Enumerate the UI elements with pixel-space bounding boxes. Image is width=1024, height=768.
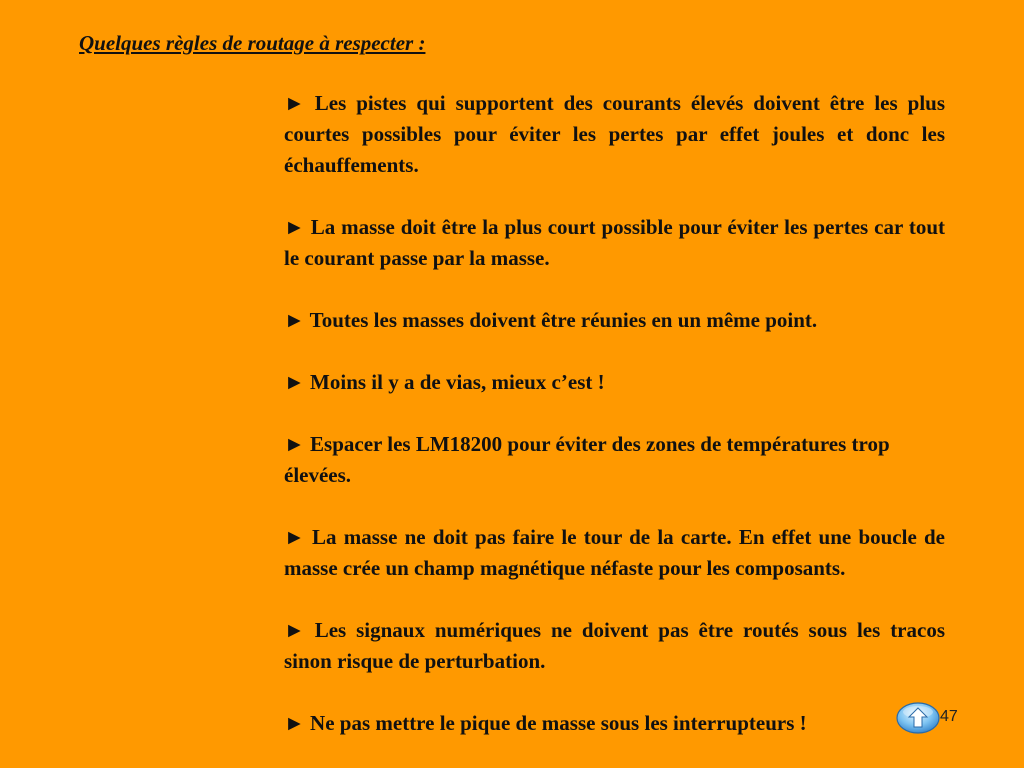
rule-text: Les pistes qui supportent des courants élevés doivent être les plus courtes possibles pour éviter les pertes par effet joules et donc les échauffements. bbox=[284, 91, 946, 177]
up-arrow-icon bbox=[896, 702, 940, 734]
rule-text: Moins il y a de vias, mieux c’est ! bbox=[310, 370, 605, 394]
rules-list bbox=[284, 88, 945, 739]
rule-item bbox=[284, 305, 945, 336]
back-to-top-button[interactable] bbox=[896, 702, 940, 734]
rule-text: La masse ne doit pas faire le tour de la carte. En effet une boucle de masse crée un champ magnétique néfaste pour les composants. bbox=[284, 525, 945, 580]
rule-text: Les signaux numériques ne doivent pas être routés sous les tracos sinon risque de perturbation. bbox=[284, 618, 945, 673]
rule-text: La masse doit être la plus court possible pour éviter les pertes car tout le courant passe par la masse. bbox=[284, 215, 946, 270]
bullet-marker: ► bbox=[284, 618, 305, 642]
rule-item bbox=[284, 212, 945, 274]
rule-item bbox=[284, 429, 945, 491]
rule-item bbox=[284, 615, 945, 677]
slide-title: Quelques règles de routage à respecter : bbox=[79, 31, 426, 55]
bullet-marker: ► bbox=[284, 525, 305, 549]
rule-item bbox=[284, 367, 945, 398]
bullet-marker: ► bbox=[284, 91, 305, 115]
bullet-marker: ► bbox=[284, 215, 305, 239]
page-number: 47 bbox=[940, 708, 958, 725]
rule-text: Espacer les LM18200 pour éviter des zones de températures trop élevées. bbox=[284, 432, 890, 487]
bullet-marker: ► bbox=[284, 711, 305, 735]
rule-text: Toutes les masses doivent être réunies en un même point. bbox=[309, 308, 818, 332]
bullet-marker: ► bbox=[284, 370, 305, 394]
rule-text: Ne pas mettre le pique de masse sous les interrupteurs ! bbox=[310, 711, 807, 735]
rule-item bbox=[284, 522, 945, 584]
bullet-marker: ► bbox=[284, 308, 305, 332]
rule-item bbox=[284, 708, 945, 739]
rule-item bbox=[284, 88, 945, 181]
bullet-marker: ► bbox=[284, 432, 305, 456]
